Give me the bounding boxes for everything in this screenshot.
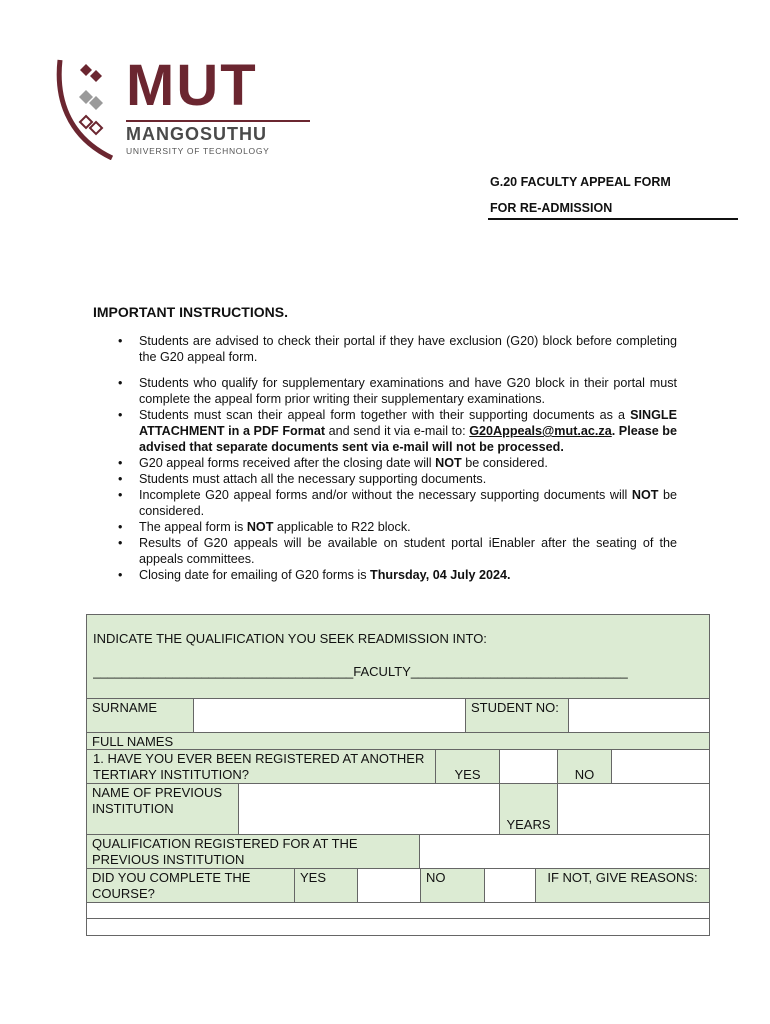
full-names-label: FULL NAMES	[86, 732, 710, 750]
form-subtitle: FOR RE-ADMISSION	[490, 201, 613, 215]
instruction-text: be considered.	[139, 488, 677, 518]
logo-subtitle: UNIVERSITY OF TECHNOLOGY	[126, 146, 270, 156]
instruction-text: G20 appeal forms received after the closing date will	[139, 456, 436, 470]
surname-label: SURNAME	[86, 698, 194, 733]
course-yes-box[interactable]	[357, 868, 421, 903]
instruction-item	[118, 375, 677, 407]
years-label: YEARS	[499, 783, 558, 835]
title-underline	[488, 218, 738, 220]
instruction-text: be considered.	[461, 456, 548, 470]
form-title: G.20 FACULTY APPEAL FORM	[490, 175, 671, 189]
q1-yes-box[interactable]	[499, 749, 558, 784]
instruction-item	[118, 487, 677, 519]
faculty-line[interactable]: ____________________________________FACULTY______________________________	[93, 664, 628, 679]
instruction-text: Students must attach all the necessary supporting documents.	[139, 472, 487, 486]
logo-divider	[126, 120, 310, 122]
instructions-list	[118, 333, 677, 583]
instruction-item	[118, 567, 677, 583]
course-no-label: NO	[420, 868, 485, 903]
qualification-section	[86, 614, 710, 699]
instruction-emphasis: . Please be advised that separate documents sent via e-mail will not be processed.	[139, 424, 678, 454]
logo-wordmark: MUT	[126, 53, 258, 118]
qualification-prompt: INDICATE THE QUALIFICATION YOU SEEK READMISSION INTO:	[93, 631, 487, 646]
university-logo	[56, 53, 316, 160]
instruction-item	[118, 407, 677, 455]
instruction-item	[118, 455, 677, 471]
instruction-item	[118, 519, 677, 535]
logo-name: MANGOSUTHU	[126, 124, 267, 144]
instruction-text: and send it via e-mail to:	[325, 424, 470, 438]
instruction-text: Closing date for emailing of G20 forms is	[139, 568, 370, 582]
instruction-text: The appeal form is	[139, 520, 247, 534]
reasons-line[interactable]	[86, 918, 710, 936]
qualification-registered-field[interactable]	[419, 834, 710, 869]
surname-field[interactable]	[193, 698, 466, 733]
previous-institution-label: NAME OF PREVIOUS INSTITUTION	[86, 783, 239, 835]
q1-yes-label: YES	[435, 749, 500, 784]
previous-registration-question: 1. HAVE YOU EVER BEEN REGISTERED AT ANOTHER TERTIARY INSTITUTION?	[86, 749, 436, 784]
instruction-text: Students who qualify for supplementary examinations and have G20 block in their portal must complete the appeal form prior writing their supplementary examinations.	[139, 376, 677, 406]
instruction-text: Students must scan their appeal form together with their supporting documents as a	[139, 408, 631, 422]
course-no-box[interactable]	[484, 868, 536, 903]
closing-date: Thursday, 04 July 2024.	[370, 568, 511, 582]
q1-no-label: NO	[557, 749, 612, 784]
previous-institution-field[interactable]	[238, 783, 500, 835]
instruction-emphasis: NOT	[246, 520, 274, 534]
mut-emblem-icon	[56, 56, 118, 160]
instruction-text: Results of G20 appeals will be available on student portal iEnabler after the seating of the appeals committees.	[139, 536, 677, 566]
appeals-email-link[interactable]: G20Appeals@mut.ac.za	[469, 424, 612, 438]
instruction-text: Incomplete G20 appeal forms and/or without the necessary supporting documents will	[139, 488, 632, 502]
student-no-field[interactable]	[568, 698, 710, 733]
student-no-label: STUDENT NO:	[465, 698, 569, 733]
qualification-registered-label: QUALIFICATION REGISTERED FOR AT THE PREVIOUS INSTITUTION	[86, 834, 420, 869]
instructions-heading: IMPORTANT INSTRUCTIONS.	[93, 304, 288, 320]
instruction-emphasis: SINGLE ATTACHMENT in a PDF Format	[139, 408, 677, 438]
if-not-reasons-label: IF NOT, GIVE REASONS:	[535, 868, 710, 903]
instruction-text: applicable to R22 block.	[273, 520, 411, 534]
instruction-emphasis: NOT	[435, 456, 462, 470]
instruction-item	[118, 333, 677, 365]
readmission-form-table	[86, 614, 710, 936]
reasons-line[interactable]	[86, 902, 710, 919]
years-field[interactable]	[557, 783, 710, 835]
instruction-text: Students are advised to check their portal if they have exclusion (G20) block before completing the G20 appeal form.	[139, 334, 677, 364]
complete-course-question: DID YOU COMPLETE THE COURSE?	[86, 868, 295, 903]
instruction-item	[118, 535, 677, 567]
course-yes-label: YES	[294, 868, 358, 903]
instruction-item	[118, 471, 677, 487]
q1-no-box[interactable]	[611, 749, 710, 784]
instruction-emphasis: NOT	[631, 488, 659, 502]
